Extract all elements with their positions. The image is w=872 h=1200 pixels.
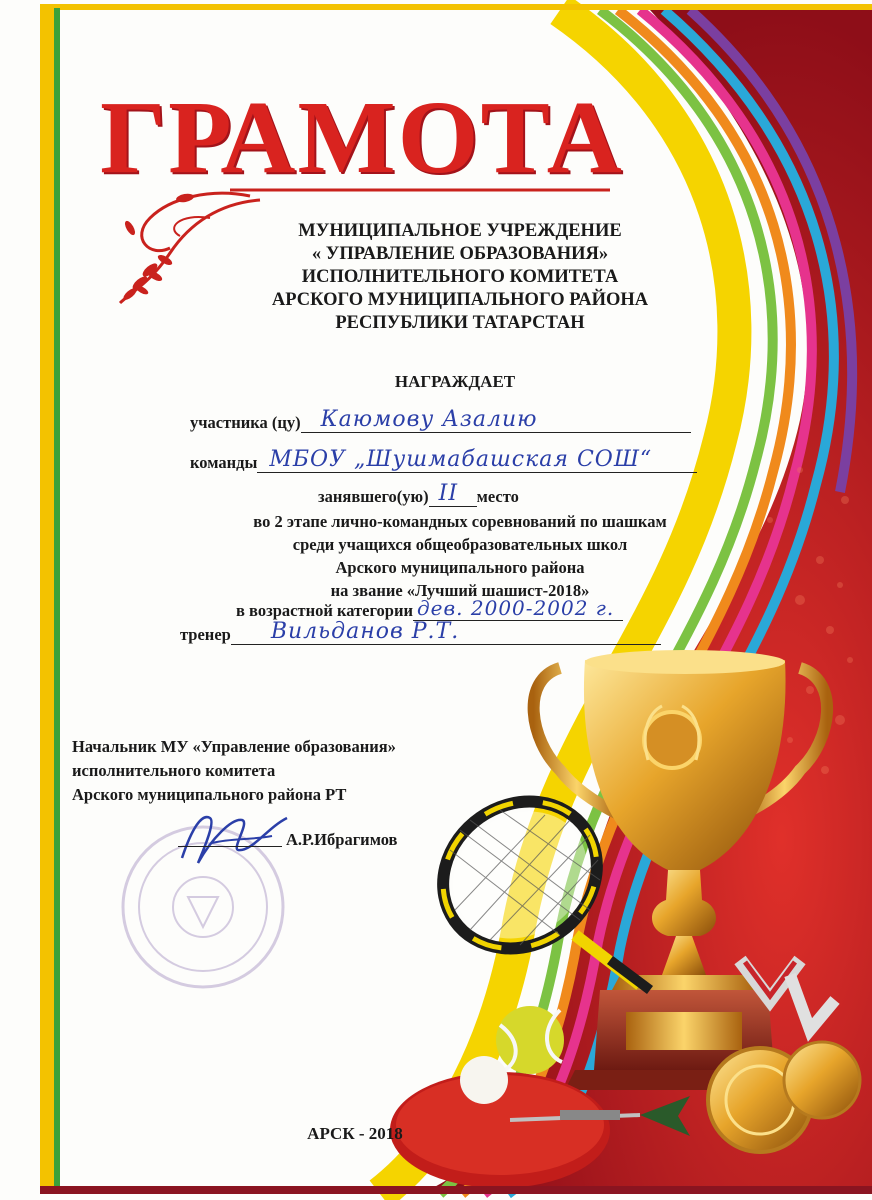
- participant-value: Каюмову Азалию: [320, 407, 538, 432]
- organization-line: АРСКОГО МУНИЦИПАЛЬНОГО РАЙОНА: [271, 290, 649, 310]
- signer-line: Арского муниципального района РТ: [72, 785, 347, 804]
- organization-line: МУНИЦИПАЛЬНОЕ УЧРЕЖДЕНИЕ: [298, 221, 622, 241]
- category-row: [236, 598, 623, 621]
- team-value: МБОУ „Шушмабашская СОШ“: [269, 447, 653, 472]
- place-field: [429, 481, 477, 507]
- signature-icon: [172, 808, 292, 868]
- team-row: [190, 447, 697, 473]
- frame-left-green: [54, 8, 60, 1192]
- coach-field: [231, 619, 661, 645]
- frame-bottom: [40, 1186, 872, 1194]
- organization-line: ИСПОЛНИТЕЛЬНОГО КОМИТЕТА: [301, 267, 619, 287]
- place-suffix: место: [476, 487, 519, 506]
- competition-description: [180, 510, 740, 602]
- organization-line: РЕСПУБЛИКИ ТАТАРСТАН: [335, 313, 585, 333]
- participant-row: [190, 407, 691, 433]
- category-label: в возрастной категории: [236, 601, 413, 620]
- place-label: занявшего(ую): [318, 487, 429, 506]
- signer-block: [72, 735, 492, 807]
- team-label: команды: [190, 453, 258, 472]
- participant-field: [301, 407, 691, 433]
- category-value: дев. 2000-2002 г.: [417, 596, 615, 620]
- awards-heading: НАГРАЖДАЕТ: [394, 372, 516, 391]
- footer-place-year: АРСК - 2018: [307, 1124, 403, 1143]
- signer-line: исполнительного комитета: [72, 761, 276, 780]
- coach-value: Вильданов Р.Т.: [270, 619, 460, 644]
- certificate-title: ГРАМОТА: [100, 80, 624, 195]
- organization-line: « УПРАВЛЕНИЕ ОБРАЗОВАНИЯ»: [311, 244, 609, 264]
- signature-line: [178, 846, 282, 847]
- coach-label: тренер: [180, 625, 231, 644]
- place-value: II: [438, 481, 459, 506]
- competition-line: на звание «Лучший шашист-2018»: [330, 581, 590, 600]
- signer-line: Начальник МУ «Управление образования»: [72, 737, 396, 756]
- team-field: [257, 447, 697, 473]
- competition-line: среди учащихся общеобразовательных школ: [292, 535, 628, 554]
- coach-row: [180, 619, 661, 645]
- place-row: [318, 481, 519, 507]
- signer-name: А.Р.Ибрагимов: [286, 830, 398, 849]
- participant-label: участника (цу): [190, 413, 301, 432]
- category-field: [413, 598, 623, 621]
- competition-line: во 2 этапе лично-командных соревнований по шашкам: [253, 512, 667, 531]
- competition-line: Арского муниципального района: [335, 558, 585, 577]
- organization-block: [230, 220, 690, 335]
